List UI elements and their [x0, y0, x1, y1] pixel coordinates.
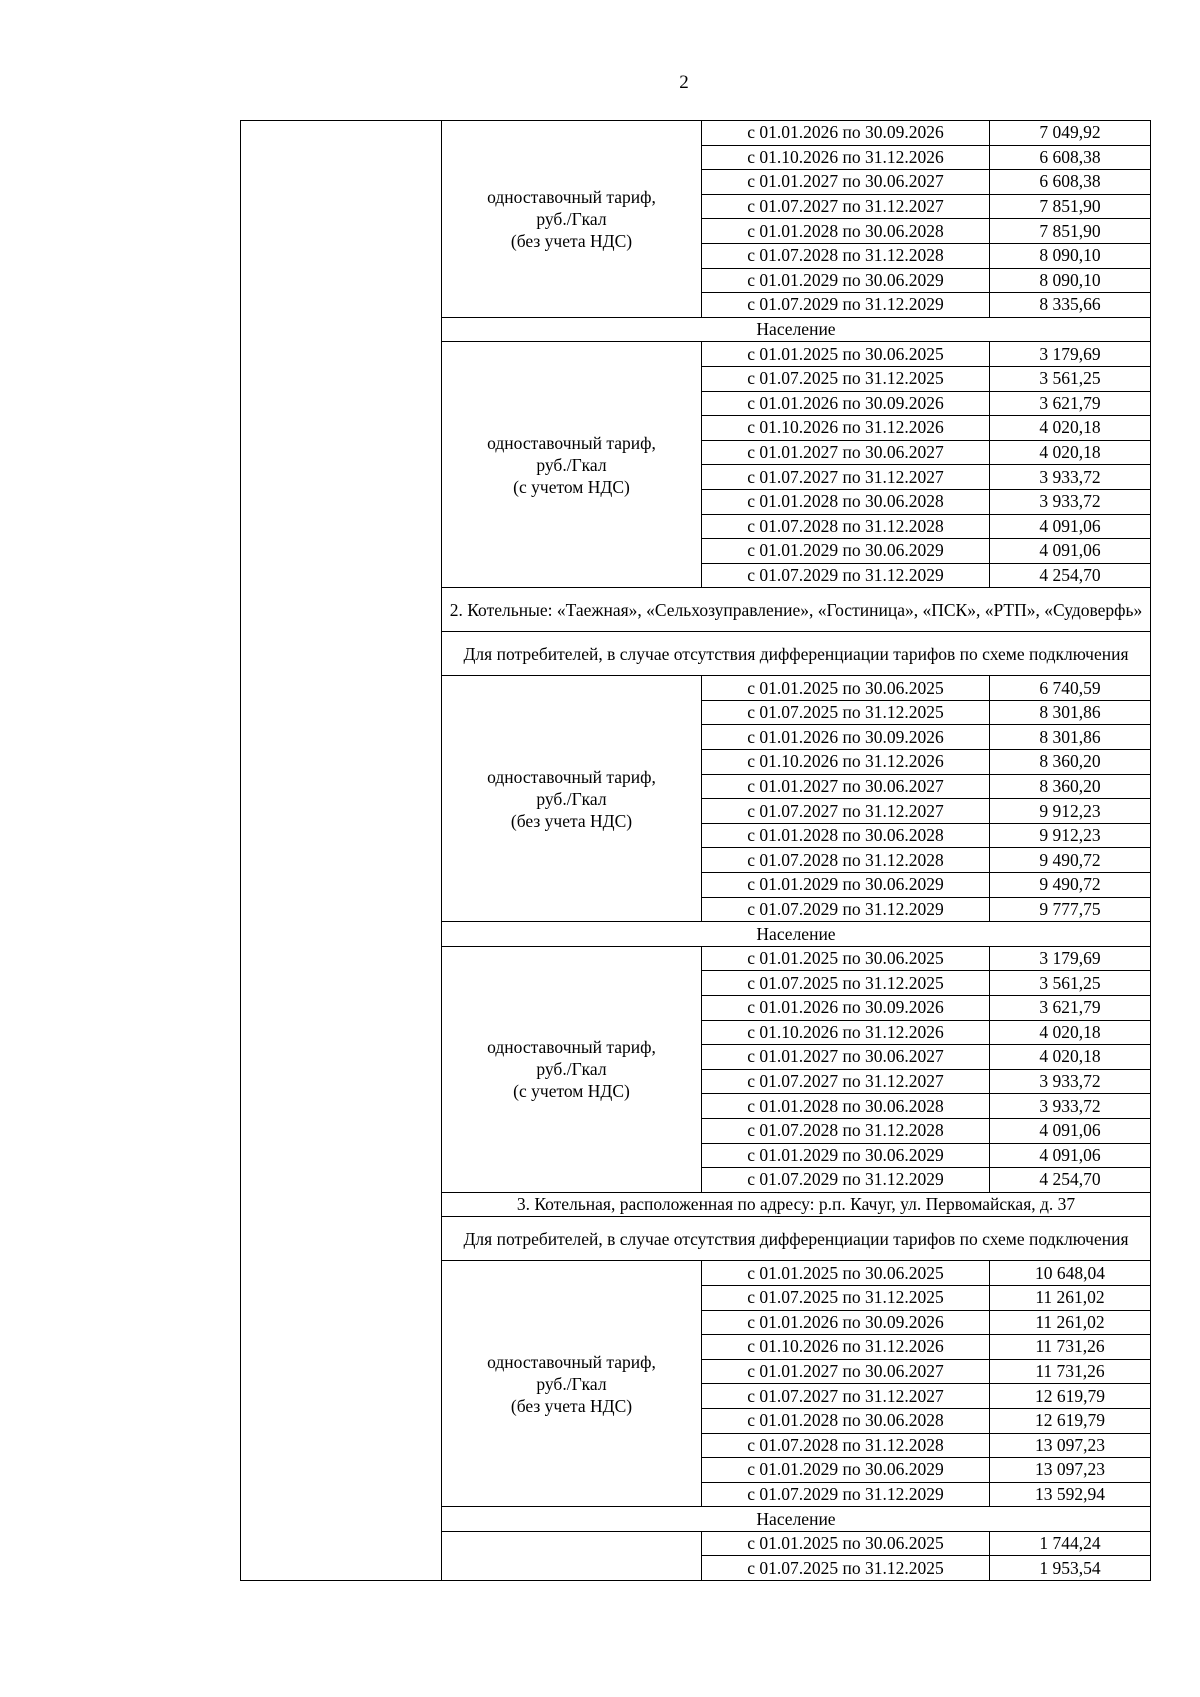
tariff-value-cell: 11 731,26 [990, 1335, 1151, 1360]
tariff-type-line: руб./Гкал [536, 1059, 607, 1080]
period-cell: с 01.10.2026 по 31.12.2026 [702, 1335, 990, 1360]
tariff-value-cell: 11 261,02 [990, 1285, 1151, 1310]
tariff-value-cell: 3 933,72 [990, 1094, 1151, 1119]
tariff-value-cell: 3 621,79 [990, 391, 1151, 416]
section-heading: Население [442, 1507, 1151, 1532]
period-cell: с 01.07.2028 по 31.12.2028 [702, 848, 990, 873]
tariff-value-cell: 1 953,54 [990, 1556, 1151, 1581]
tariff-type-cell [442, 946, 702, 1192]
tariff-type-line: (без учета НДС) [510, 1395, 633, 1416]
period-cell: с 01.07.2025 по 31.12.2025 [702, 366, 990, 391]
period-cell: с 01.01.2029 по 30.06.2029 [702, 873, 990, 898]
period-cell: с 01.01.2025 по 30.06.2025 [702, 1261, 990, 1286]
period-cell: с 01.01.2027 по 30.06.2027 [702, 170, 990, 195]
tariff-type-line: одноставочный тариф, [487, 1037, 656, 1058]
period-cell: с 01.07.2029 по 31.12.2029 [702, 1482, 990, 1507]
period-cell: с 01.10.2026 по 31.12.2026 [702, 145, 990, 170]
tariff-value-cell: 4 254,70 [990, 563, 1151, 588]
period-cell: с 01.07.2028 по 31.12.2028 [702, 243, 990, 268]
period-cell: с 01.01.2026 по 30.09.2026 [702, 121, 990, 146]
tariff-type-line: руб./Гкал [536, 788, 607, 809]
tariff-type-line: руб./Гкал [536, 454, 607, 475]
period-cell: с 01.07.2027 по 31.12.2027 [702, 1069, 990, 1094]
tariff-value-cell: 8 090,10 [990, 243, 1151, 268]
period-cell: с 01.01.2026 по 30.09.2026 [702, 725, 990, 750]
tariff-value-cell: 8 301,86 [990, 725, 1151, 750]
tariff-type-cell [442, 1531, 702, 1580]
table-row [241, 121, 1151, 146]
tariff-value-cell: 4 020,18 [990, 1020, 1151, 1045]
tariff-value-cell: 12 619,79 [990, 1384, 1151, 1409]
period-cell: с 01.07.2025 по 31.12.2025 [702, 1285, 990, 1310]
tariff-value-cell: 8 301,86 [990, 700, 1151, 725]
tariff-value-cell: 8 360,20 [990, 774, 1151, 799]
tariff-type-line: одноставочный тариф, [487, 1351, 656, 1372]
tariff-type-cell [442, 342, 702, 588]
empty-first-column [241, 121, 442, 1581]
tariff-type-line: (без учета НДС) [510, 810, 633, 831]
tariff-value-cell: 7 851,90 [990, 194, 1151, 219]
tariff-value-cell: 1 744,24 [990, 1531, 1151, 1556]
period-cell: с 01.01.2028 по 30.06.2028 [702, 823, 990, 848]
tariff-value-cell: 7 851,90 [990, 219, 1151, 244]
period-cell: с 01.07.2025 по 31.12.2025 [702, 971, 990, 996]
tariff-value-cell: 9 912,23 [990, 823, 1151, 848]
tariff-value-cell: 3 933,72 [990, 465, 1151, 490]
tariff-value-cell: 4 091,06 [990, 514, 1151, 539]
tariff-value-cell: 10 648,04 [990, 1261, 1151, 1286]
tariff-value-cell: 3 561,25 [990, 971, 1151, 996]
tariff-table-body [241, 121, 1151, 1581]
tariff-value-cell: 6 740,59 [990, 676, 1151, 701]
tariff-type-line: одноставочный тариф, [487, 432, 656, 453]
period-cell: с 01.01.2025 по 30.06.2025 [702, 676, 990, 701]
tariff-value-cell: 11 731,26 [990, 1359, 1151, 1384]
period-cell: с 01.01.2026 по 30.09.2026 [702, 1310, 990, 1335]
tariff-type-line: руб./Гкал [536, 208, 607, 229]
period-cell: с 01.01.2027 по 30.06.2027 [702, 774, 990, 799]
tariff-type-line: (с учетом НДС) [513, 476, 630, 497]
period-cell: с 01.10.2026 по 31.12.2026 [702, 1020, 990, 1045]
tariff-value-cell: 8 360,20 [990, 750, 1151, 775]
period-cell: с 01.01.2029 по 30.06.2029 [702, 268, 990, 293]
period-cell: с 01.01.2026 по 30.09.2026 [702, 391, 990, 416]
section-heading: Население [442, 317, 1151, 342]
tariff-value-cell: 11 261,02 [990, 1310, 1151, 1335]
tariff-value-cell: 13 097,23 [990, 1458, 1151, 1483]
period-cell: с 01.10.2026 по 31.12.2026 [702, 750, 990, 775]
tariff-value-cell: 9 490,72 [990, 848, 1151, 873]
tariff-value-cell: 3 933,72 [990, 1069, 1151, 1094]
period-cell: с 01.01.2025 по 30.06.2025 [702, 342, 990, 367]
period-cell: с 01.01.2029 по 30.06.2029 [702, 1143, 990, 1168]
period-cell: с 01.01.2025 по 30.06.2025 [702, 1531, 990, 1556]
tariff-value-cell: 9 777,75 [990, 897, 1151, 922]
period-cell: с 01.07.2028 по 31.12.2028 [702, 1433, 990, 1458]
period-cell: с 01.01.2028 по 30.06.2028 [702, 489, 990, 514]
period-cell: с 01.01.2027 по 30.06.2027 [702, 1045, 990, 1070]
tariff-value-cell: 6 608,38 [990, 145, 1151, 170]
tariff-value-cell: 9 490,72 [990, 873, 1151, 898]
section-heading: 2. Котельные: «Таежная», «Сельхозуправление», «Гостиница», «ПСК», «РТП», «Судоверфь» [442, 588, 1151, 632]
period-cell: с 01.07.2029 по 31.12.2029 [702, 563, 990, 588]
period-cell: с 01.07.2027 по 31.12.2027 [702, 1384, 990, 1409]
tariff-value-cell: 3 561,25 [990, 366, 1151, 391]
period-cell: с 01.01.2027 по 30.06.2027 [702, 440, 990, 465]
tariff-value-cell: 13 097,23 [990, 1433, 1151, 1458]
period-cell: с 01.07.2027 по 31.12.2027 [702, 194, 990, 219]
period-cell: с 01.07.2025 по 31.12.2025 [702, 700, 990, 725]
tariff-value-cell: 4 091,06 [990, 1143, 1151, 1168]
tariff-value-cell: 4 254,70 [990, 1168, 1151, 1193]
tariff-value-cell: 4 091,06 [990, 1118, 1151, 1143]
tariff-value-cell: 9 912,23 [990, 799, 1151, 824]
period-cell: с 01.07.2027 по 31.12.2027 [702, 799, 990, 824]
tariff-type-cell [442, 676, 702, 922]
period-cell: с 01.01.2029 по 30.06.2029 [702, 539, 990, 564]
section-heading: Для потребителей, в случае отсутствия дифференциации тарифов по схеме подключения [442, 1217, 1151, 1261]
tariff-value-cell: 3 179,69 [990, 342, 1151, 367]
period-cell: с 01.10.2026 по 31.12.2026 [702, 416, 990, 441]
tariff-value-cell: 4 020,18 [990, 416, 1151, 441]
period-cell: с 01.01.2027 по 30.06.2027 [702, 1359, 990, 1384]
period-cell: с 01.07.2028 по 31.12.2028 [702, 1118, 990, 1143]
period-cell: с 01.01.2029 по 30.06.2029 [702, 1458, 990, 1483]
tariff-type-line: руб./Гкал [536, 1373, 607, 1394]
period-cell: с 01.07.2029 по 31.12.2029 [702, 1168, 990, 1193]
page-number: 2 [679, 72, 689, 93]
section-heading: Население [442, 922, 1151, 947]
tariff-value-cell: 8 335,66 [990, 293, 1151, 318]
tariff-type-line: одноставочный тариф, [487, 186, 656, 207]
tariff-value-cell: 4 020,18 [990, 440, 1151, 465]
tariff-type-line: (с учетом НДС) [513, 1081, 630, 1102]
section-heading: Для потребителей, в случае отсутствия дифференциации тарифов по схеме подключения [442, 632, 1151, 676]
tariff-value-cell: 3 179,69 [990, 946, 1151, 971]
tariff-value-cell: 12 619,79 [990, 1408, 1151, 1433]
period-cell: с 01.07.2029 по 31.12.2029 [702, 293, 990, 318]
period-cell: с 01.01.2026 по 30.09.2026 [702, 996, 990, 1021]
period-cell: с 01.07.2028 по 31.12.2028 [702, 514, 990, 539]
tariff-table [240, 120, 1151, 1581]
period-cell: с 01.01.2025 по 30.06.2025 [702, 946, 990, 971]
period-cell: с 01.07.2025 по 31.12.2025 [702, 1556, 990, 1581]
tariff-value-cell: 7 049,92 [990, 121, 1151, 146]
tariff-type-cell [442, 1261, 702, 1507]
tariff-value-cell: 13 592,94 [990, 1482, 1151, 1507]
tariff-value-cell: 4 020,18 [990, 1045, 1151, 1070]
tariff-type-line: (без учета НДС) [510, 230, 633, 251]
tariff-value-cell: 4 091,06 [990, 539, 1151, 564]
period-cell: с 01.01.2028 по 30.06.2028 [702, 1408, 990, 1433]
period-cell: с 01.01.2028 по 30.06.2028 [702, 219, 990, 244]
period-cell: с 01.07.2029 по 31.12.2029 [702, 897, 990, 922]
tariff-value-cell: 6 608,38 [990, 170, 1151, 195]
tariff-value-cell: 3 621,79 [990, 996, 1151, 1021]
tariff-value-cell: 3 933,72 [990, 489, 1151, 514]
tariff-type-cell [442, 121, 702, 318]
tariff-type-line: одноставочный тариф, [487, 766, 656, 787]
tariff-value-cell: 8 090,10 [990, 268, 1151, 293]
section-heading: 3. Котельная, расположенная по адресу: р.п. Качуг, ул. Первомайская, д. 37 [442, 1192, 1151, 1217]
period-cell: с 01.01.2028 по 30.06.2028 [702, 1094, 990, 1119]
period-cell: с 01.07.2027 по 31.12.2027 [702, 465, 990, 490]
